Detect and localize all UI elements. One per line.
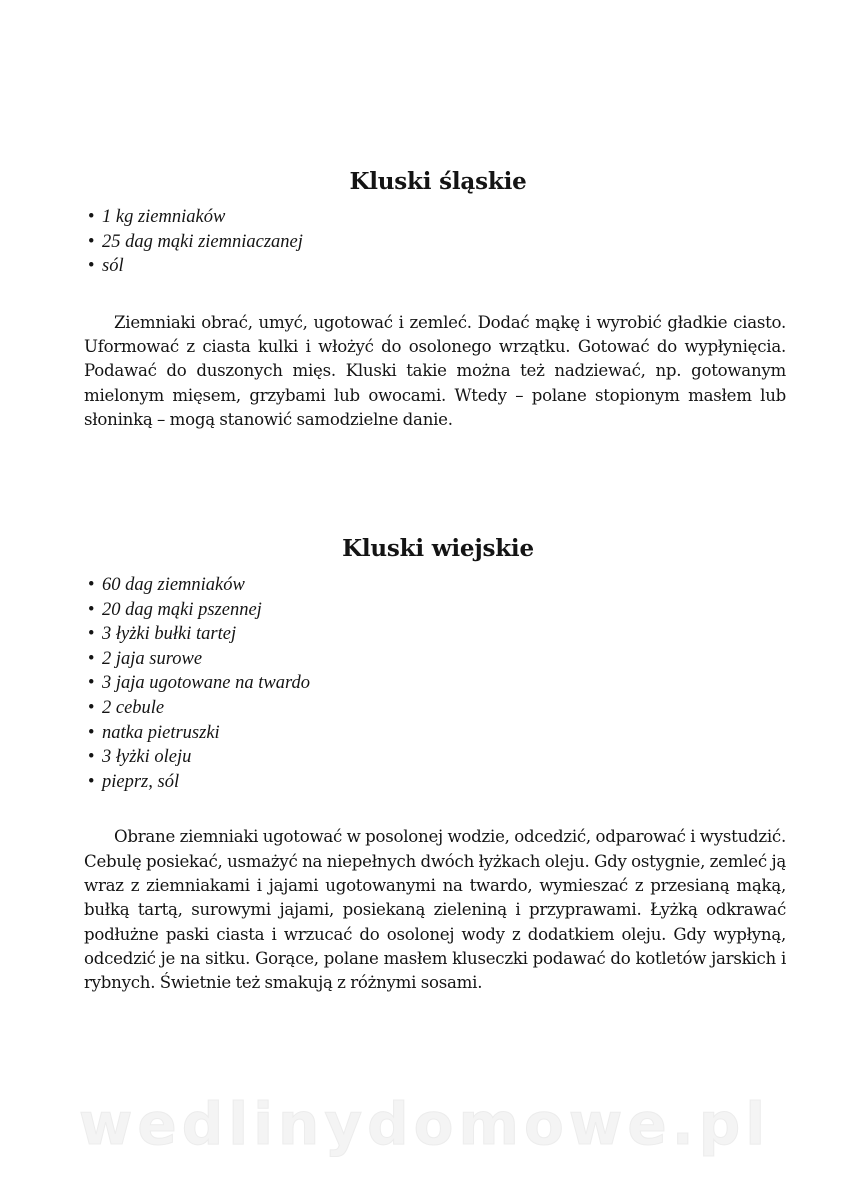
watermark: wedlinydomowe.pl xyxy=(78,1090,771,1158)
recipe-title: Kluski śląskie xyxy=(349,168,527,195)
ingredient-item: • 3 jaja ugotowane na twardo xyxy=(88,671,786,696)
ingredient-item: • 2 cebule xyxy=(88,696,786,721)
ingredient-item: • 20 dag mąki pszennej xyxy=(88,598,786,623)
recipe-kluski-slaskie xyxy=(84,162,786,432)
ingredient-item: • 2 jaja surowe xyxy=(88,647,786,672)
recipe-instructions: Obrane ziemniaki ugotować w posolonej wodzie, odcedzić, odparować i wystudzić. Cebulę posiekać, usmażyć na niepełnych dwóch łyżkach oleju. Gdy ostygnie, zemleć ją wraz z ziemniakami i jajami ugotowanymi na twardo, wymieszać z przesianą mąką, bułką tartą, surowymi jajami, posiekaną zieleniną i przyprawami. Łyżką odkrawać podłużne paski ciasta i wrzucać do osolonej wody z dodatkiem oleju. Gdy wypłyną, odcedzić je na sitku. Gorące, polane masłem kluseczki podawać do kotletów jarskich i rybnych. Świetnie też smakują z różnymi sosami. xyxy=(84,827,786,993)
recipe-kluski-wiejskie xyxy=(84,529,786,995)
recipe-instructions: Ziemniaki obrać, umyć, ugotować i zemleć. Dodać mąkę i wyrobić gładkie ciasto. Uformować z ciasta kulki i włożyć do osolonego wrzątku. Gotować do wypłynięcia. Podawać do duszonych mięs. Kluski takie można też nadziewać, np. gotowanym mielonym mięsem, grzybami lub owocami. Wtedy – polane stopionym masłem lub słoninką – mogą stanowić samodzielne danie. xyxy=(84,312,786,429)
ingredient-item: • sól xyxy=(88,254,786,279)
ingredient-item: • pieprz, sól xyxy=(88,770,786,795)
recipe-title: Kluski wiejskie xyxy=(342,535,534,562)
ingredient-item: • 3 łyżki oleju xyxy=(88,745,786,770)
ingredient-item: • 60 dag ziemniaków xyxy=(88,573,786,598)
ingredient-item: • 3 łyżki bułki tartej xyxy=(88,622,786,647)
ingredient-item: • natka pietruszki xyxy=(88,721,786,746)
ingredient-list xyxy=(84,205,786,279)
ingredient-list xyxy=(84,573,786,794)
ingredient-item: • 25 dag mąki ziemniaczanej xyxy=(88,230,786,255)
ingredient-item: • 1 kg ziemniaków xyxy=(88,205,786,230)
